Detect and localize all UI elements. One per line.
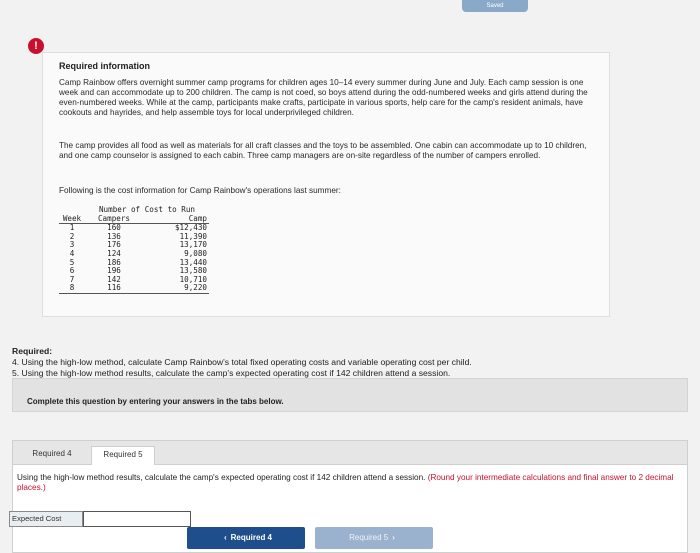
cost-table <box>59 206 209 294</box>
expected-cost-label: Expected Cost <box>9 511 83 527</box>
column-header-cost: Camp <box>143 215 209 224</box>
tab-required-5[interactable]: Required 5 <box>91 446 155 465</box>
table-row: 5 186 13,440 <box>69 257 207 267</box>
expected-cost-input[interactable] <box>83 511 191 527</box>
table-row: 6 196 13,580 <box>69 266 207 276</box>
required-item-5: 5. Using the high-low method results, calculate the camp's expected operating cost if 142 children attend a session. <box>12 368 451 378</box>
table-row: 4 124 9,080 <box>69 248 207 258</box>
next-required-5-button[interactable]: Required 5 › <box>315 527 433 549</box>
answer-tabs-panel <box>12 440 688 553</box>
table-row: 8 116 9,220 <box>59 284 209 293</box>
table-row: 3 176 13,170 <box>69 240 207 250</box>
column-header-campers: Campers <box>85 215 143 224</box>
required-information-panel <box>42 52 610 317</box>
info-paragraph-3: Following is the cost information for Camp Rainbow's operations last summer: <box>59 186 341 195</box>
info-paragraph-1: Camp Rainbow offers overnight summer camp programs for children ages 10–14 every summer during June and July. Each camp session is one week and can accommodate up to 200 children. The camp is not coed, so boys attend during the odd-numbered weeks and girls attend during the even-numbered weeks. While at the camp, participants make crafts, participate in various sports, help care for the camp's resident animals, have cookouts and hayrides, and help assemble toys for local underprivileged children. <box>59 78 588 117</box>
alert-icon: ! <box>28 38 44 54</box>
table-row: 2 136 11,390 <box>69 231 207 241</box>
required-label: Required: <box>12 346 53 356</box>
table-header-top: Number of Cost to Run <box>98 205 196 214</box>
column-header-week: Week <box>59 215 85 224</box>
info-title: Required information <box>59 61 151 71</box>
question-text: Using the high-low method results, calculate the camp's expected operating cost if 142 children attend a session. (Round your intermediate calculations and final answer to 2 decimal places.) <box>17 473 674 492</box>
required-item-4: 4. Using the high-low method, calculate Camp Rainbow's total fixed operating costs and variable operating cost per child. <box>12 357 472 367</box>
tab-bar <box>13 441 687 465</box>
chevron-right-icon: › <box>392 533 395 542</box>
tab-required-4[interactable]: Required 4 <box>32 449 72 458</box>
required-section <box>12 346 472 379</box>
chevron-left-icon: ‹ <box>223 533 227 542</box>
table-row: 1 160 $12,430 <box>69 223 207 233</box>
complete-question-banner <box>12 378 688 412</box>
saved-status-badge: Saved <box>462 0 528 12</box>
previous-required-4-button[interactable]: ‹ Required 4 <box>187 527 305 549</box>
info-paragraph-2: The camp provides all food as well as materials for all craft classes and the toys to be assembled. One cabin can accommodate up to 10 children, and one camp counselor is assigned to each cabin. Three camp managers are on-site regardless of the number of campers enrolled. <box>59 141 587 160</box>
complete-question-text: Complete this question by entering your answers in the tabs below. <box>27 397 284 406</box>
answer-row <box>9 511 199 527</box>
question-instruction: (Round your intermediate calculations and final answer to 2 decimal places.) <box>17 473 674 492</box>
table-row: 7 142 10,710 <box>69 274 207 284</box>
